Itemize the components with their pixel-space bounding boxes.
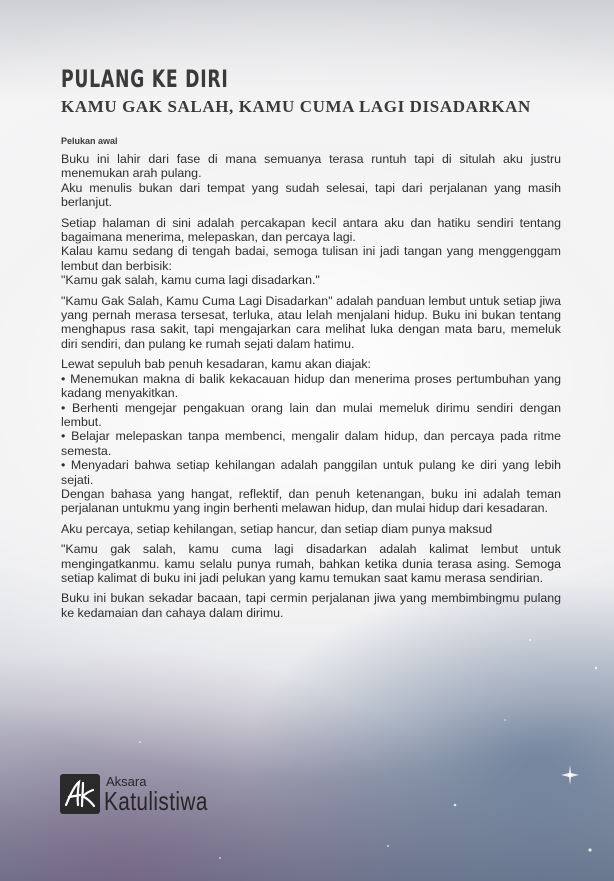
text-line: Kalau kamu sedang di tengah badai, semoga tulisan ini jadi tangan yang menggenggam lembut dan berbisik: (61, 244, 561, 273)
publisher-name-big: Katulistiwa (104, 785, 208, 816)
bullet-item: • Belajar melepaskan tanpa membenci, mengalir dalam hidup, dan percaya pada ritme semesta. (61, 429, 561, 458)
paragraph (61, 152, 561, 210)
bullet-item: • Menyadari bahwa setiap kehilangan adalah panggilan untuk pulang ke diri yang lebih sejati. (61, 458, 561, 487)
text-line: "Kamu gak salah, kamu cuma lagi disadarkan adalah kalimat lembut untuk mengingatkanmu. kamu selalu punya rumah, bahkan ketika dunia terasa asing. Semoga setiap kalimat di buku ini jadi pelukan yang kamu temukan saat kamu merasa sendirian. (61, 542, 561, 585)
paragraph (61, 216, 561, 288)
text-line: "Kamu gak salah, kamu cuma lagi disadarkan." (61, 273, 320, 288)
text-line: Aku percaya, setiap kehilangan, setiap hancur, dan setiap diam punya maksud (61, 521, 493, 536)
publisher-name-small: Aksara (106, 773, 147, 789)
publisher-logo (60, 774, 234, 814)
book-title: PULANG KE DIRI (61, 65, 229, 93)
book-subtitle: KAMU GAK SALAH, KAMU CUMA LAGI DISADARKAN (61, 97, 531, 116)
paragraph (61, 542, 561, 585)
paragraph (61, 522, 561, 536)
publisher-mark-icon (60, 774, 100, 814)
page-content (61, 64, 561, 626)
text-line: Buku ini lahir dari fase di mana semuanya terasa runtuh tapi di situlah aku justru menemukan arah pulang. (61, 152, 561, 181)
paragraph (61, 294, 561, 352)
text-line: Lewat sepuluh bab penuh kesadaran, kamu akan diajak: (61, 357, 371, 372)
text-line: Dengan bahasa yang hangat, reflektif, dan penuh ketenangan, buku ini adalah teman perjalanan untukmu yang ingin berhenti melawan hidup, dan mulai hidup dari kesadaran. (61, 486, 561, 516)
bullet-item: • Berhenti mengejar pengakuan orang lain dan mulai memeluk dirimu sendiri dengan lembut. (61, 400, 561, 429)
text-line: Buku ini bukan sekadar bacaan, tapi cermin perjalanan jiwa yang membimbingmu pulang ke kedamaian dan cahaya dalam dirimu. (61, 591, 561, 620)
text-line: Setiap halaman di sini adalah percakapan kecil antara aku dan hatiku sendiri tentang bagaimana menerima, melepaskan, dan percaya lagi. (61, 215, 561, 245)
bullet-item: • Menemukan makna di balik kekacauan hidup dan menerima proses pertumbuhan yang kadang menyakitkan. (61, 371, 561, 401)
paragraph (61, 591, 561, 620)
body-text (61, 152, 561, 620)
text-line: Aku menulis bukan dari tempat yang sudah selesai, tapi dari perjalanan yang masih berlanjut. (61, 180, 561, 210)
text-line: "Kamu Gak Salah, Kamu Cuma Lagi Disadarkan" adalah panduan lembut untuk setiap jiwa yang pernah merasa tersesat, terluka, atau lelah menjalani hidup. Buku ini bukan tentang menghapus rasa sakit, tapi mengajarkan cara melihat luka dengan mata baru, memeluk diri sendiri, dan pulang ke rumah sejati dalam hatimu. (61, 293, 561, 351)
section-heading: Pelukan awal (61, 136, 118, 146)
paragraph (61, 357, 561, 515)
